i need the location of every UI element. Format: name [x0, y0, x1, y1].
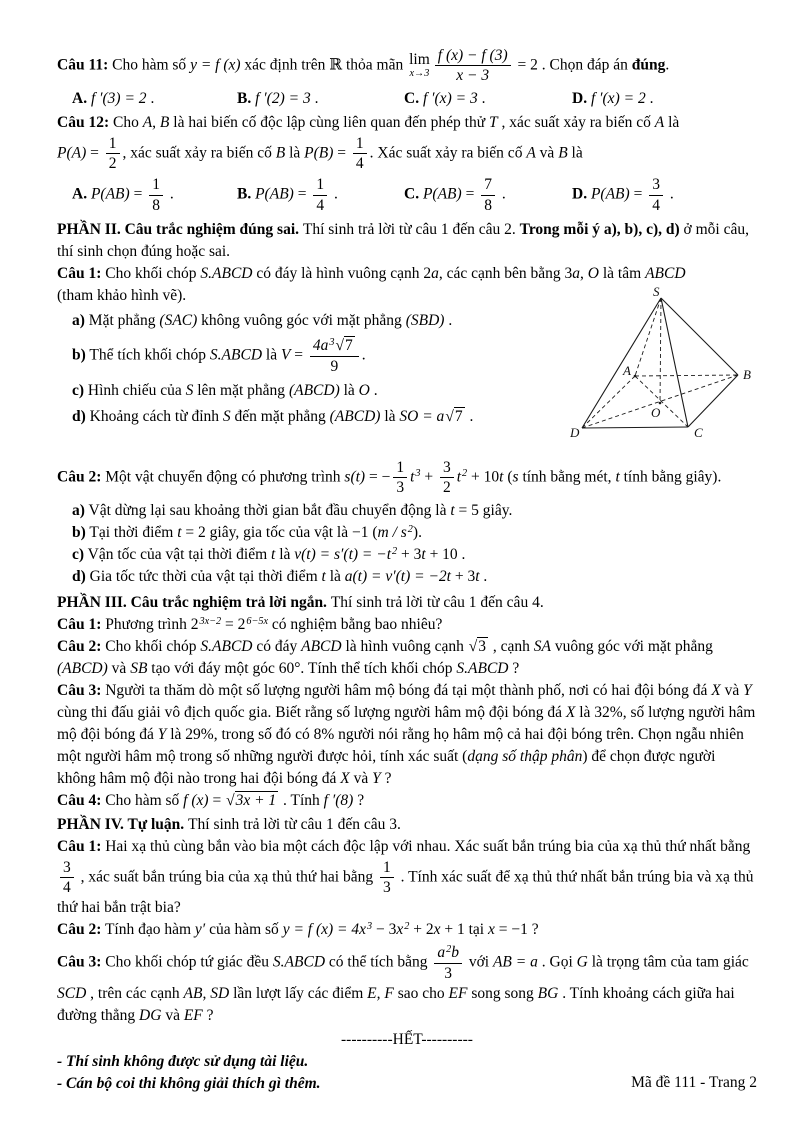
part2-question-1-line2: (tham khảo hình vẽ).: [57, 287, 187, 305]
vertex-label: O: [651, 405, 661, 420]
part2-q2-item-d: d) Gia tốc tức thời của vật tại thời điểm t là a(t) = v′(t) = −2t + 3t .: [72, 567, 488, 585]
answer-option: A. P(AB) = $\frac{1}{8}$ .: [72, 176, 174, 214]
fraction: $\frac{1}{8}$: [149, 176, 163, 214]
part-2-heading: PHẦN II. Câu trắc nghiệm đúng sai. Thí sinh trả lời từ câu 1 đến câu 2. Trong mỗi ý a), b), c), d) ở mỗi câu, thí sinh chọn đúng hoặc sai.: [57, 221, 749, 261]
radical: √3: [468, 637, 486, 655]
fraction: $\frac{1}{4}$: [313, 176, 327, 214]
answer-option: D. P(AB) = $\frac{3}{4}$ .: [572, 176, 674, 214]
answer-option: A. f ′(3) = 2 .: [72, 89, 155, 107]
fraction: $\frac{1}{4}$: [353, 135, 367, 173]
question-11-options: [57, 88, 757, 110]
part4-question-2: Câu 2: Tính đạo hàm y′ của hàm số y = f $(x) = 4x^3 - 3x^2 + 2x + 1$ tại x = −1 ?: [57, 921, 539, 939]
part4-question-1: Câu 1: Hai xạ thủ cùng bắn vào bia một cách độc lập với nhau. Xác suất bắn trúng bia của xạ thủ thứ nhất bằng $\frac{3}{4}$ , xác suất bắn trúng bia của xạ thủ thứ hai bằng $\frac{1}{3}$ . Tính xác suất để xạ thủ thứ nhất bắn trúng bia và xạ thủ thứ hai bắn trật bia?: [57, 837, 754, 917]
fraction: $\frac{3}{4}$: [649, 176, 663, 214]
fraction: $\frac{4a^3√7}{9}$: [310, 337, 359, 375]
visible-edge: [661, 298, 688, 427]
part2-q1-item-c: c) Hình chiếu của S lên mặt phẳng (ABCD) là O .: [72, 381, 378, 399]
part2-q1-item-a: a) Mặt phẳng (SAC) không vuông góc với mặt phẳng (SBD) .: [72, 312, 453, 330]
vertex-label: C: [694, 425, 703, 440]
pyramid-svg: [570, 284, 762, 444]
part2-q2-item-a: a) Vật dừng lại sau khoảng thời gian bắt đầu chuyển động là t = 5 giây.: [72, 501, 513, 519]
answer-option: B. f ′(2) = 3 .: [237, 89, 319, 107]
end-marker: ----------HẾT----------: [341, 1031, 473, 1049]
part3-question-2: Câu 2: Cho khối chóp S.ABCD có đáy ABCD là hình vuông cạnh √3 , cạnh SA vuông góc với mặt phẳng (ABCD) và SB tạo với đáy một góc 60°. Tính thể tích khối chóp S.ABCD ?: [57, 637, 713, 677]
document-body: [57, 46, 757, 1095]
answer-option: C. f ′(x) = 3 .: [404, 89, 486, 107]
hidden-edge: [635, 375, 738, 376]
fraction: $\frac{f (x) - f (3)}{x - 3}$: [435, 47, 511, 85]
radical: √7: [335, 337, 353, 355]
hidden-edge: [635, 376, 688, 427]
part2-q1-item-b: b) Thể tích khối chóp S.ABCD là V = $\frac{4a^3√7}{9}$ .: [72, 337, 366, 375]
part3-question-3: Câu 3: Người ta thăm dò một số lượng người hâm mộ bóng đá tại một thành phố, nơi có hai đội bóng đá X và Y cùng thi đấu giải vô địch quốc gia. Biết rằng số lượng người hâm mộ đội bóng đá X là 32%, số lượng người hâm mộ đội bóng đá Y là 29%, trong số đó có 8% người nói rằng họ hâm mộ cả hai đội bóng trên. Chọn ngẫu nhiên một người hâm mộ trong số những người được hỏi, tính xác suất (dạng số thập phân) để chọn được người không hâm mộ đội nào trong hai đội bóng đá X và Y ?: [57, 681, 756, 787]
pyramid-figure: [570, 284, 762, 444]
question-11: Câu 11: Cho hàm số y = f (x) xác định trên ℝ thỏa mãn lim x→3 $\frac{f (x) - f (3)}{x - 3}$ = 2 . Chọn đáp án đúng.: [57, 47, 670, 85]
visible-edge: [661, 298, 738, 375]
vertex-dots: [634, 375, 662, 405]
hidden-edge: [660, 298, 661, 403]
fraction: $\frac{1}{3}$: [393, 459, 407, 497]
vertex-dot: [634, 375, 637, 378]
part2-q2-item-c: c) Vận tốc của vật tại thời điểm t là $v(t) = s'(t) = -t^2 + 3t + 10$ .: [72, 545, 466, 563]
vertex-label: S: [653, 284, 660, 299]
part3-question-1: Câu 1: Phương trình $2^{3x-2} = 2^{6-5x}$ có nghiệm bằng bao nhiêu?: [57, 615, 443, 633]
limit-operator: lim x→3: [409, 51, 430, 79]
visible-edge: [688, 375, 738, 427]
fraction: $\frac{1}{2}$: [106, 135, 120, 173]
visible-edge: [582, 427, 688, 428]
vertex-label: B: [743, 367, 751, 382]
part3-question-4: Câu 4: Cho hàm số f (x) = √3x + 1 . Tính f ′(8) ?: [57, 791, 365, 809]
page-number: Mã đề 111 - Trang 2: [631, 1074, 757, 1091]
answer-option: C. P(AB) = $\frac{7}{8}$ .: [404, 176, 506, 214]
part2-question-2: Câu 2: Một vật chuyển động có phương trình s(t) = − $\frac{1}{3}$ $t^3$ + $\frac{3}{2}$ $t^2 + 10t$ (s tính bằng mét, t tính bằng giây).: [57, 458, 722, 497]
fraction: $\frac{7}{8}$: [481, 176, 495, 214]
exam-note-2: - Cán bộ coi thi không giải thích gì thêm.: [57, 1075, 321, 1093]
hidden-edge: [635, 298, 661, 376]
answer-option: D. f ′(x) = 2 .: [572, 89, 654, 107]
part2-q2-item-b: b) Tại thời điểm t = 2 giây, gia tốc của vật là −1 $(m / s^2)$.: [72, 523, 422, 541]
fraction: $\frac{a^2b}{3}$: [434, 944, 462, 982]
question-12-continued: P(A) = $\frac{1}{2}$ , xác suất xảy ra biến cố B là P(B) = $\frac{1}{4}$ . Xác suất xảy ra biến cố A và B là: [57, 134, 583, 173]
fraction: $\frac{3}{2}$: [440, 459, 454, 497]
exam-note-1: - Thí sinh không được sử dụng tài liệu.: [57, 1053, 309, 1071]
question-12: Câu 12: Cho A, B là hai biến cố độc lập cùng liên quan đến phép thử T , xác suất xảy ra biến cố A là: [57, 113, 680, 131]
fraction: $\frac{3}{4}$: [60, 859, 74, 897]
radical: √7: [445, 407, 463, 425]
vertex-label: A: [623, 363, 631, 378]
question-12-options: [57, 175, 757, 215]
answer-option: B. P(AB) = $\frac{1}{4}$ .: [237, 176, 338, 214]
part2-question-1: Câu 1: Cho khối chóp S.ABCD có đáy là hình vuông cạnh 2a, các cạnh bên bằng 3a, O là tâm ABCD: [57, 265, 686, 283]
vertex-dot: [659, 402, 662, 405]
visible-edge: [582, 298, 661, 428]
part2-q1-item-d: d) Khoảng cách từ đỉnh S đến mặt phẳng (ABCD) là SO = a√7 .: [72, 407, 474, 425]
fraction: $\frac{1}{3}$: [380, 859, 394, 897]
vertex-label: D: [570, 425, 580, 440]
part4-question-3: Câu 3: Cho khối chóp tứ giác đều S.ABCD có thể tích bằng $\frac{a^2b}{3}$ với AB = a . Gọi G là trọng tâm của tam giác SCD , trên các cạnh AB, SD lần lượt lấy các điểm E, F sao cho EF song song BG . Tính khoảng cách giữa hai đường thẳng DG và EF ?: [57, 944, 749, 1025]
part-4-heading: PHẦN IV. Tự luận. Thí sinh trả lời từ câu 1 đến câu 3.: [57, 815, 401, 833]
radical: √3x + 1: [226, 791, 277, 809]
part-3-heading: PHẦN III. Câu trắc nghiệm trả lời ngắn. Thí sinh trả lời từ câu 1 đến câu 4.: [57, 593, 544, 611]
